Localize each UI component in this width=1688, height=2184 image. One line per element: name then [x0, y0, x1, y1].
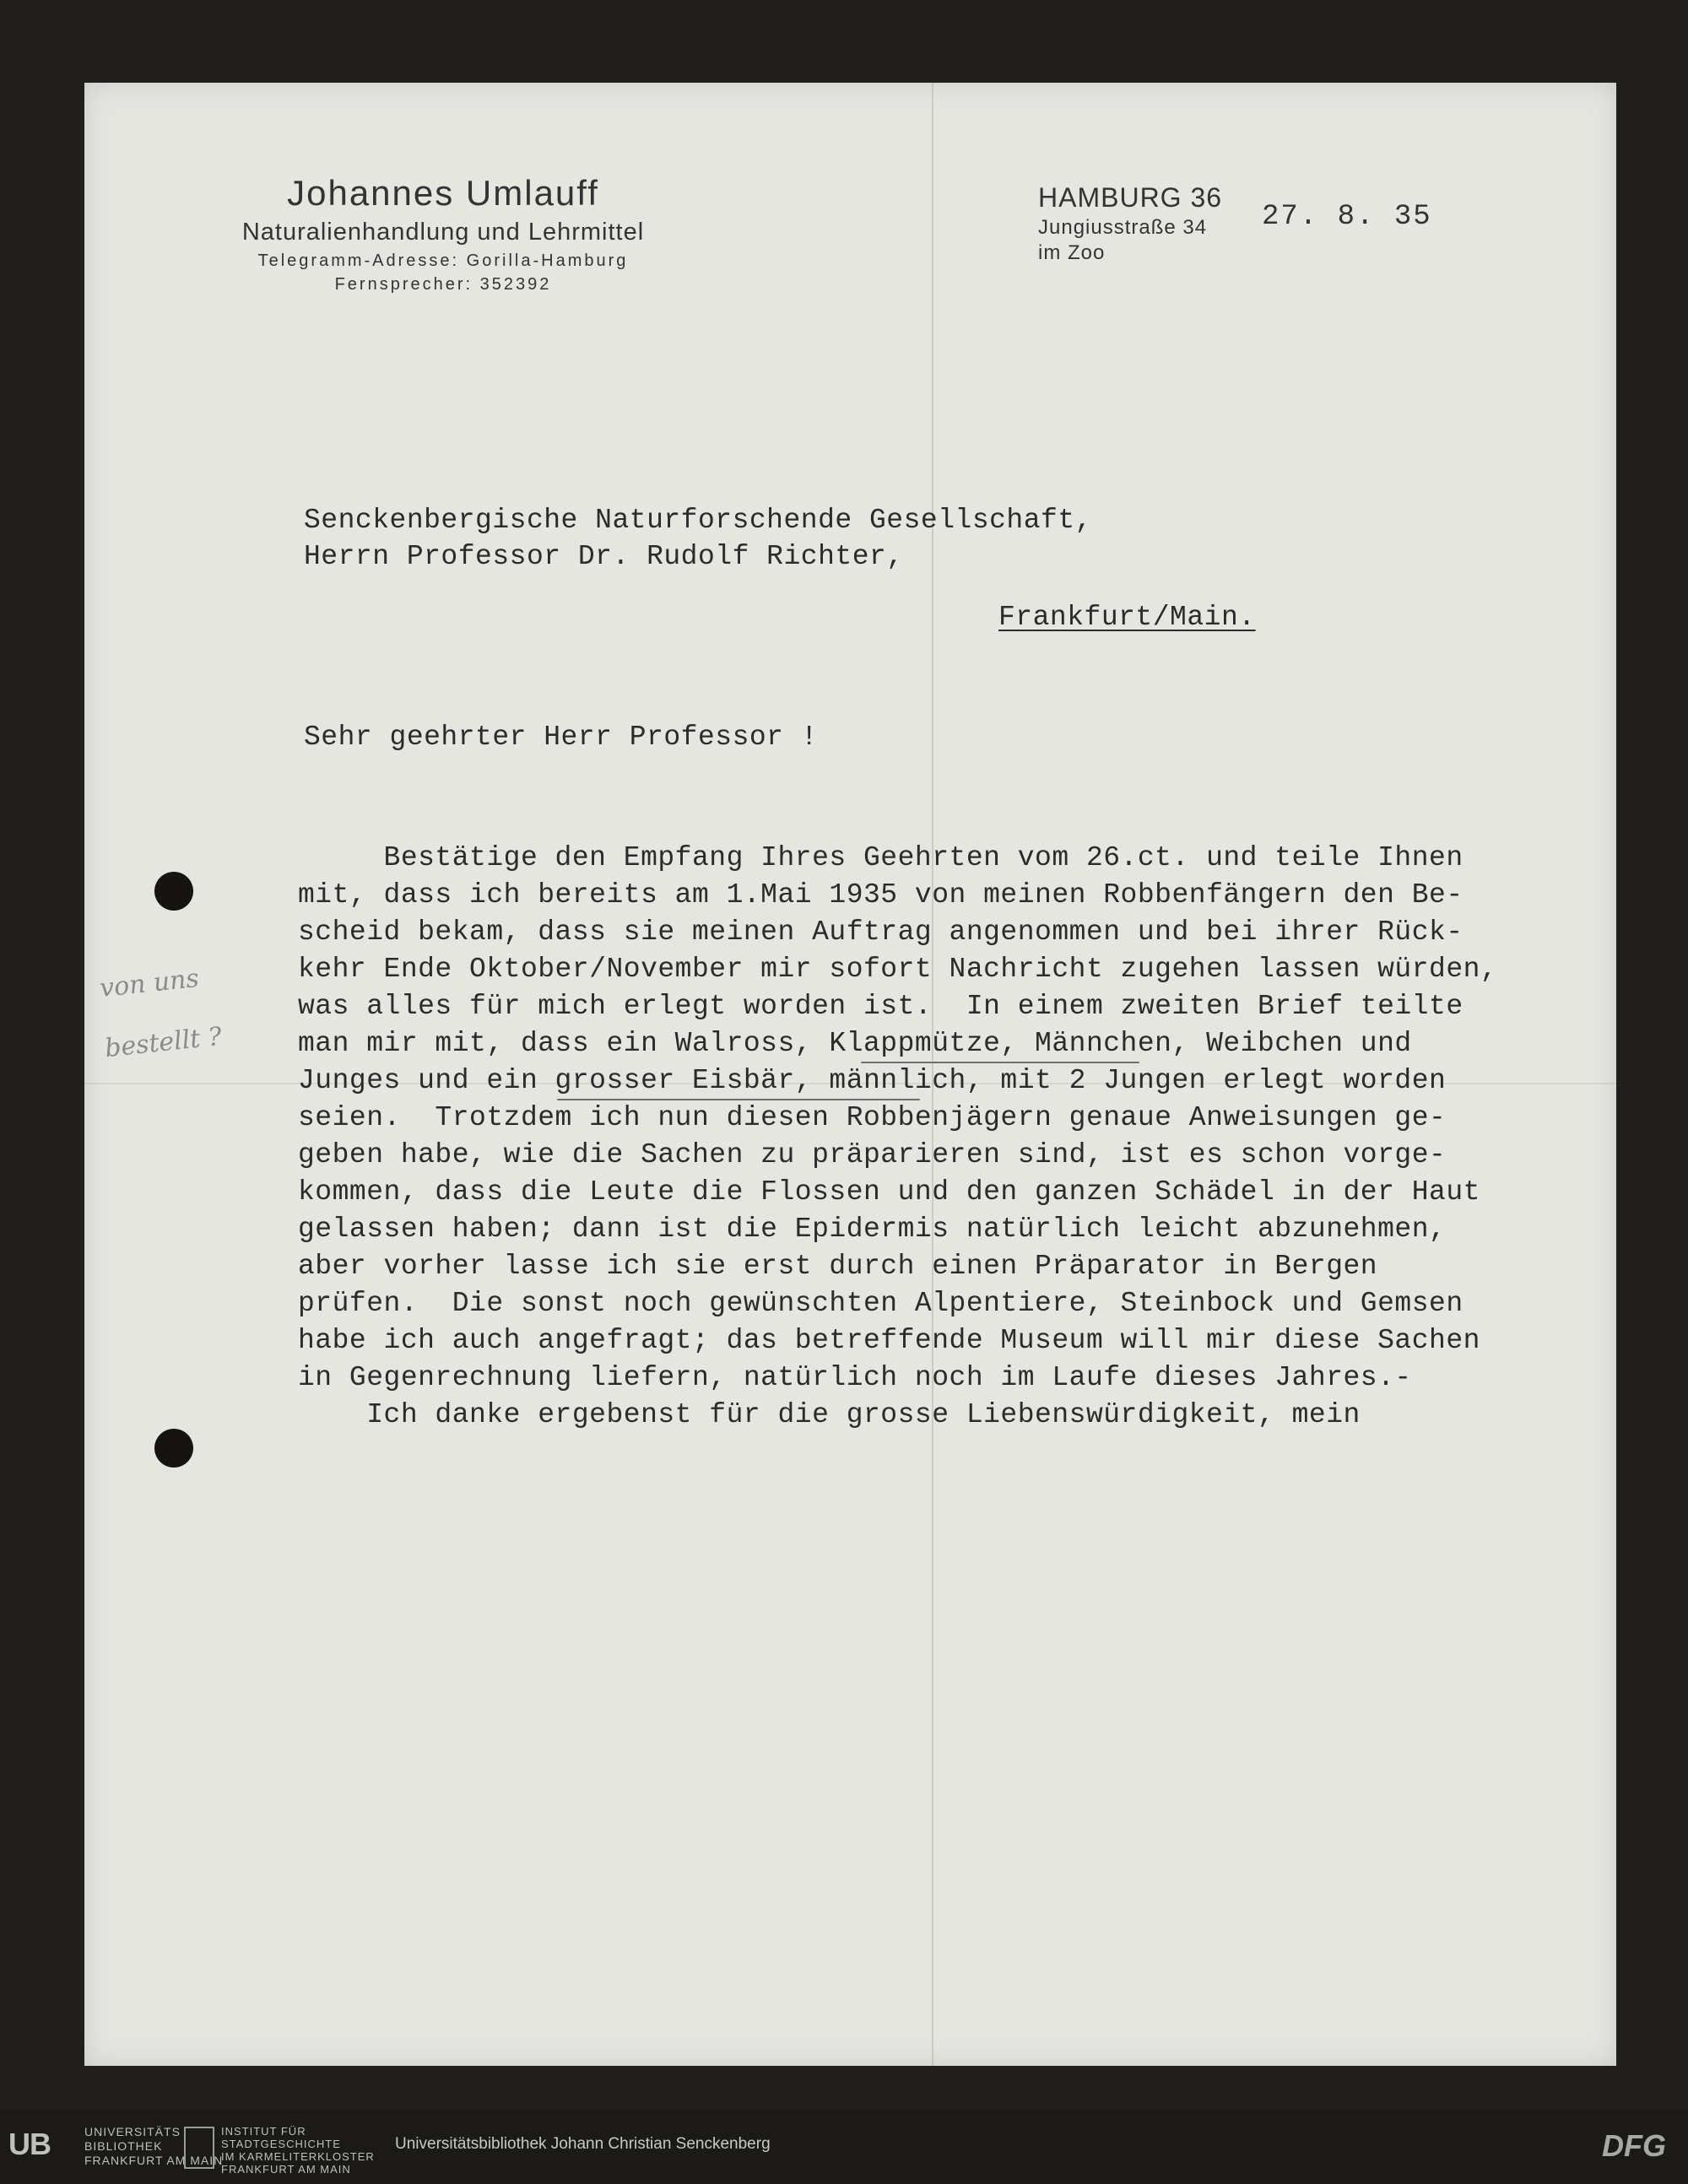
footer-library-name: Universitätsbibliothek Johann Christian Senckenberg — [395, 2135, 771, 2153]
sender-address — [1038, 180, 1222, 266]
sender-city: HAMBURG 36 — [1038, 182, 1223, 213]
margin-note-line-2: bestellt ? — [103, 1021, 224, 1064]
body-line: kehr Ende Oktober/November mir sofort Nachricht zugehen lassen würden, — [298, 954, 1498, 985]
body-line: gelassen haben; dann ist die Epidermis natürlich leicht abzunehmen, — [298, 1214, 1447, 1245]
letterhead — [152, 171, 734, 296]
sender-street: Jungiusstraße 34 — [1038, 216, 1208, 239]
recipient-line-2: Herrn Professor Dr. Rudolf Richter, — [304, 541, 904, 572]
pencil-underline-klappmuetze — [861, 1062, 1139, 1063]
body-line: was alles für mich erlegt worden ist. In einem zweiten Brief teilte — [298, 991, 1463, 1022]
body-line: kommen, dass die Leute die Flossen und den ganzen Schädel in der Haut — [298, 1176, 1480, 1208]
body-line: mit, dass ich bereits am 1.Mai 1935 von meinen Robbenfängern den Be- — [298, 879, 1463, 911]
telegram-address: Telegramm-Adresse: Gorilla-Hamburg — [257, 251, 629, 270]
letter-page — [84, 83, 1616, 2066]
body-line: Junges und ein grosser Eisbär, männlich, mit 2 Jungen erlegt worden — [298, 1065, 1447, 1096]
ub-name-line-1: UNIVERSITÄTS — [84, 2125, 181, 2138]
dfg-logo: DFG — [1602, 2128, 1666, 2163]
body-line: aber vorher lasse ich sie erst durch einen Präparator in Bergen — [298, 1251, 1378, 1282]
company-name: Johannes Umlauff — [287, 173, 599, 213]
ub-logo: UB — [8, 2127, 51, 2161]
ub-name-line-3: FRANKFURT AM MAIN — [84, 2154, 224, 2167]
company-subtitle: Naturalienhandlung und Lehrmittel — [241, 219, 645, 246]
body-line: Bestätige den Empfang Ihres Geehrten vom 26.ct. und teile Ihnen — [298, 842, 1463, 873]
phone-number: Fernsprecher: 352392 — [334, 275, 552, 294]
body-line: scheid bekam, dass sie meinen Auftrag angenommen und bei ihrer Rück- — [298, 916, 1463, 948]
body-line: Ich danke ergebenst für die grosse Liebenswürdigkeit, mein — [298, 1399, 1361, 1430]
recipient-line-1: Senckenbergische Naturforschende Gesellschaft, — [304, 505, 1092, 536]
letter-date: 27. 8. 35 — [1262, 201, 1432, 233]
body-line: in Gegenrechnung liefern, natürlich noch im Laufe dieses Jahres.- — [298, 1362, 1412, 1393]
ifs-name — [221, 2125, 375, 2176]
pencil-underline-eisbaer — [557, 1099, 920, 1100]
ifs-name-line-3: IM KARMELITERKLOSTER — [221, 2150, 375, 2163]
punch-hole-bottom — [154, 1429, 193, 1468]
body-line: prüfen. Die sonst noch gewünschten Alpentiere, Steinbock und Gemsen — [298, 1288, 1463, 1319]
body-line: geben habe, wie die Sachen zu präparieren sind, ist es schon vorge- — [298, 1139, 1447, 1170]
ifs-name-line-1: INSTITUT FÜR — [221, 2125, 306, 2138]
body-line: man mir mit, dass ein Walross, Klappmütze, Männchen, Weibchen und — [298, 1028, 1412, 1059]
salutation: Sehr geehrter Herr Professor ! — [304, 722, 819, 753]
ifs-name-line-4: FRANKFURT AM MAIN — [221, 2163, 351, 2176]
body-line: habe ich auch angefragt; das betreffende Museum will mir diese Sachen — [298, 1325, 1480, 1356]
punch-hole-top — [154, 872, 193, 911]
footer-bar — [0, 2110, 1688, 2184]
body-line: seien. Trotzdem ich nun diesen Robbenjägern genaue Anweisungen ge- — [298, 1102, 1447, 1133]
recipient-city: Frankfurt/Main. — [998, 602, 1256, 633]
ifs-logo-icon — [184, 2127, 214, 2169]
sender-location: im Zoo — [1038, 241, 1106, 264]
ub-name-line-2: BIBLIOTHEK — [84, 2139, 163, 2153]
ifs-name-line-2: STADTGESCHICHTE — [221, 2138, 341, 2150]
margin-note-line-1: von uns — [98, 963, 201, 1004]
